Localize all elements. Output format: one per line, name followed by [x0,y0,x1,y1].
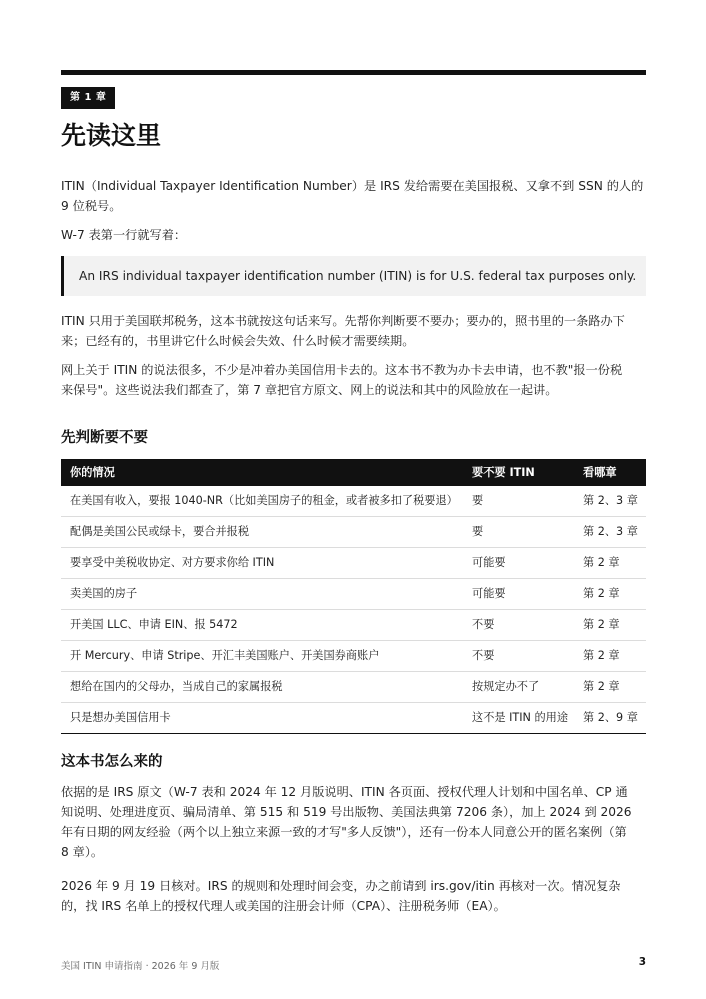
row-chapter: 第 2 章 [583,680,620,693]
row-need: 不要 [472,649,495,662]
verify-line-2: 的，找 IRS 名单上的授权代理人或美国的注册会计师（CPA）、注册税务师（EA）。 [61,899,506,913]
chapter-badge: 第 1 章 [61,87,115,109]
table-row [61,548,646,579]
use-paragraph [61,311,646,351]
page-title: 先读这里 [61,121,162,150]
row-need: 按规定办不了 [472,680,540,693]
row-need: 要 [472,525,484,538]
footer-book-title: 美国 ITIN 申请指南 · 2026 年 9 月版 [61,961,220,972]
section-heading-judge: 先判断要不要 [61,430,148,446]
row-situation: 开美国 LLC、申请 EIN、报 5472 [70,618,238,631]
row-chapter: 第 2、9 章 [583,711,638,724]
table-row [61,641,646,672]
use-line-1: ITIN 只用于美国联邦税务，这本书就按这句话来写。先帮你判断要不要办；要办的，照书里的一条路办下 [61,314,625,328]
table-row [61,579,646,610]
row-situation: 在美国有收入，要报 1040-NR（比如美国房子的租金，或者被多扣了税要退） [70,494,458,507]
row-chapter: 第 2 章 [583,649,620,662]
header-need-itin: 要不要 ITIN [472,466,535,479]
row-situation: 配偶是美国公民或绿卡，要合并报税 [70,525,250,538]
section-heading-source: 这本书怎么来的 [61,754,163,770]
table-header-row [61,459,646,486]
decision-table [61,459,646,734]
w7-lead: W-7 表第一行就写着： [61,228,187,242]
table-row [61,486,646,517]
row-chapter: 第 2 章 [583,556,620,569]
row-chapter: 第 2、3 章 [583,525,638,538]
intro-line-2: 9 位税号。 [61,199,122,213]
header-chapter: 看哪章 [583,466,617,479]
use-line-2: 来；已经有的，书里讲它什么时候会失效、什么时候才需要续期。 [61,334,415,348]
source-paragraph [61,782,646,862]
top-rule [61,70,646,75]
online-line-2: 来保号"。这些说法我们都查了，第 7 章把官方原文、网上的说法和其中的风险放在一起讲。 [61,383,558,397]
table-row [61,672,646,703]
table-row [61,703,646,734]
row-need: 要 [472,494,484,507]
row-need: 这不是 ITIN 的用途 [472,711,569,724]
source-line-4: 8 章）。 [61,845,104,859]
verify-paragraph [61,876,646,916]
row-chapter: 第 2、3 章 [583,494,638,507]
intro-line-1: ITIN（Individual Taxpayer Identification Number）是 IRS 发给需要在美国报税、又拿不到 SSN 的人的 [61,179,644,193]
table-row [61,517,646,548]
row-situation: 想给在国内的父母办，当成自己的家属报税 [70,680,283,693]
row-need: 可能要 [472,556,506,569]
table-row [61,610,646,641]
source-line-1: 依据的是 IRS 原文（W-7 表和 2024 年 12 月版说明、ITIN 各页面、授权代理人计划和中国名单、CP 通 [61,785,628,799]
row-need: 不要 [472,618,495,631]
verify-line-1: 2026 年 9 月 19 日核对。IRS 的规则和处理时间会变，办之前请到 irs.gov/itin 再核对一次。情况复杂 [61,879,621,893]
page-number: 3 [638,956,646,968]
row-situation: 只是想办美国信用卡 [70,711,171,724]
row-situation: 卖美国的房子 [70,587,138,600]
header-situation: 你的情况 [70,466,115,479]
row-need: 可能要 [472,587,506,600]
row-situation: 要享受中美税收协定、对方要求你给 ITIN [70,556,275,569]
intro-paragraph [61,176,646,216]
w7-quote: An IRS individual taxpayer identification number (ITIN) is for U.S. federal tax purposes only. [61,256,646,296]
row-situation: 开 Mercury、申请 Stripe、开汇丰美国账户、开美国券商账户 [70,649,380,662]
source-line-3: 年有日期的网友经验（两个以上独立来源一致的才写"多人反馈"），还有一份本人同意公开的匿名案例（第 [61,825,627,839]
row-chapter: 第 2 章 [583,618,620,631]
row-chapter: 第 2 章 [583,587,620,600]
online-line-1: 网上关于 ITIN 的说法很多，不少是冲着办美国信用卡去的。这本书不教为办卡去申请，也不教"报一份税 [61,363,623,377]
online-paragraph [61,360,646,400]
source-line-2: 知说明、处理进度页、骗局清单、第 515 和 519 号出版物、美国法典第 7206 条），加上 2024 到 2026 [61,805,632,819]
